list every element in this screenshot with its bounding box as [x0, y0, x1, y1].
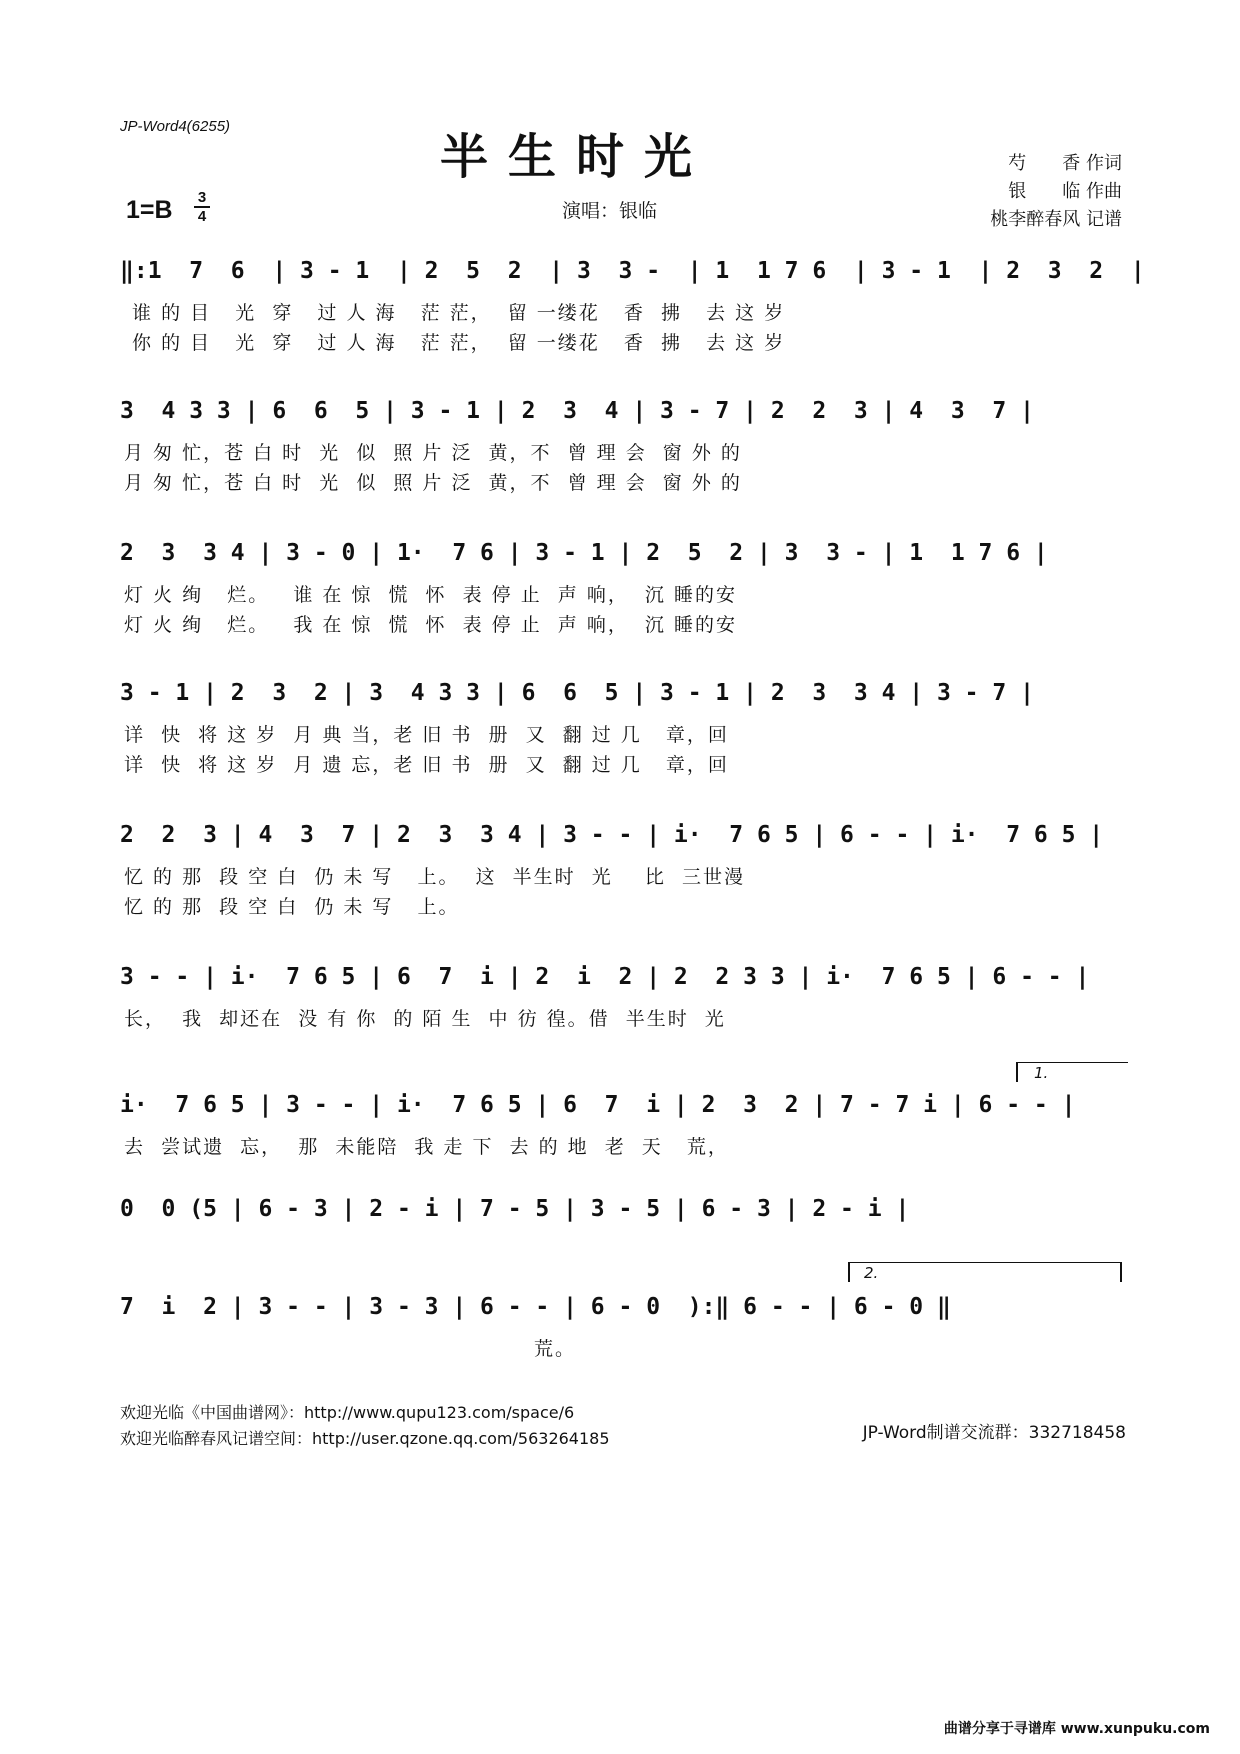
lyricist: 芍 香 作词	[1008, 153, 1122, 174]
lyric-verse-2: 详 快 将 这 岁 月 遗 忘，老 旧 书 册 又 翻 过 几 章，回	[124, 754, 729, 776]
lyric-verse-1: 忆 的 那 段 空 白 仍 未 写 上。 这 半生时 光 比 三世漫	[124, 866, 745, 888]
notes-line: i· 7 6 5 | 3 - - | i· 7 6 5 | 6 7 i | 2 3 2 | 7 - 7 i | 6 - - |	[120, 1092, 1076, 1118]
footer-link-qzone[interactable]: 欢迎光临醉春风记谱空间：http://user.qzone.qq.com/563264185	[120, 1429, 610, 1448]
notes-line: 3 - 1 | 2 3 2 | 3 4 3 3 | 6 6 5 | 3 - 1 | 2 3 3 4 | 3 - 7 |	[120, 680, 1034, 706]
lyric-verse-1: 灯 火 绚 烂。 谁 在 惊 慌 怀 表 停 止 声 响， 沉 睡的安	[124, 584, 737, 606]
singer: 演唱：银临	[562, 200, 658, 222]
lyric-verse-1: 谁 的 目 光 穿 过 人 海 茫 茫， 留 一缕花 香 拂 去 这 岁	[124, 302, 786, 324]
lyric-verse-1: 月 匆 忙，苍 白 时 光 似 照 片 泛 黄，不 曾 理 会 窗 外 的	[124, 442, 742, 464]
first-ending-label: 1.	[1034, 1064, 1049, 1082]
lyric-verse-2: 忆 的 那 段 空 白 仍 未 写 上。	[124, 896, 460, 918]
lyric-verse-1: 去 尝试遗 忘， 那 未能陪 我 走 下 去 的 地 老 天 荒，	[124, 1136, 729, 1158]
transcriber: 桃李醉春风 记谱	[990, 209, 1122, 230]
lyric-verse-2: 你 的 目 光 穿 过 人 海 茫 茫， 留 一缕花 香 拂 去 这 岁	[124, 332, 786, 354]
notes-line: 2 2 3 | 4 3 7 | 2 3 3 4 | 3 - - | i· 7 6 5 | 6 - - | i· 7 6 5 |	[120, 822, 1104, 848]
lyric-verse-2: 月 匆 忙，苍 白 时 光 似 照 片 泛 黄，不 曾 理 会 窗 外 的	[124, 472, 742, 494]
lyric-verse-2: 灯 火 绚 烂。 我 在 惊 慌 怀 表 停 止 声 响， 沉 睡的安	[124, 614, 737, 636]
time-signature	[194, 190, 210, 224]
notes-line: 2 3 3 4 | 3 - 0 | 1· 7 6 | 3 - 1 | 2 5 2 | 3 3 - | 1 1 7 6 |	[120, 540, 1048, 566]
site-brand: 曲谱分享于寻谱库 www.xunpuku.com	[943, 1721, 1210, 1737]
footer-link-qupu[interactable]: 欢迎光临《中国曲谱网》：http://www.qupu123.com/space/6	[120, 1403, 575, 1422]
time-sig-bottom: 4	[197, 208, 207, 225]
footer-links	[120, 1400, 610, 1452]
lyric-verse-1: 长， 我 却还在 没 有 你 的 陌 生 中 彷 徨。借 半生时 光	[124, 1008, 726, 1030]
notes-line: ‖:1 7 6 | 3 - 1 | 2 5 2 | 3 3 - | 1 1 7 6 | 3 - 1 | 2 3 2 |	[120, 258, 1145, 284]
credits	[990, 150, 1122, 234]
key-signature: 1=B	[126, 196, 173, 224]
time-sig-top: 3	[197, 189, 207, 206]
lyric-verse-1: 详 快 将 这 岁 月 典 当，老 旧 书 册 又 翻 过 几 章，回	[124, 724, 729, 746]
song-title: 半生时光	[440, 129, 713, 185]
group-info: JP-Word制谱交流群：332718458	[862, 1423, 1126, 1443]
notes-line: 7 i 2 | 3 - - | 3 - 3 | 6 - - | 6 - 0 ):‖ 6 - - | 6 - 0 ‖	[120, 1294, 951, 1320]
notes-line: 0 0 (5 | 6 - 3 | 2 - i | 7 - 5 | 3 - 5 | 6 - 3 | 2 - i |	[120, 1196, 910, 1222]
composer: 银 临 作曲	[1008, 181, 1122, 202]
notes-line: 3 - - | i· 7 6 5 | 6 7 i | 2 i 2 | 2 2 3 3 | i· 7 6 5 | 6 - - |	[120, 964, 1090, 990]
notes-line: 3 4 3 3 | 6 6 5 | 3 - 1 | 2 3 4 | 3 - 7 | 2 2 3 | 4 3 7 |	[120, 398, 1034, 424]
software-id: JP-Word4(6255)	[120, 118, 231, 135]
lyric-verse-1: 荒。	[124, 1338, 577, 1360]
second-ending-label: 2.	[864, 1264, 879, 1282]
